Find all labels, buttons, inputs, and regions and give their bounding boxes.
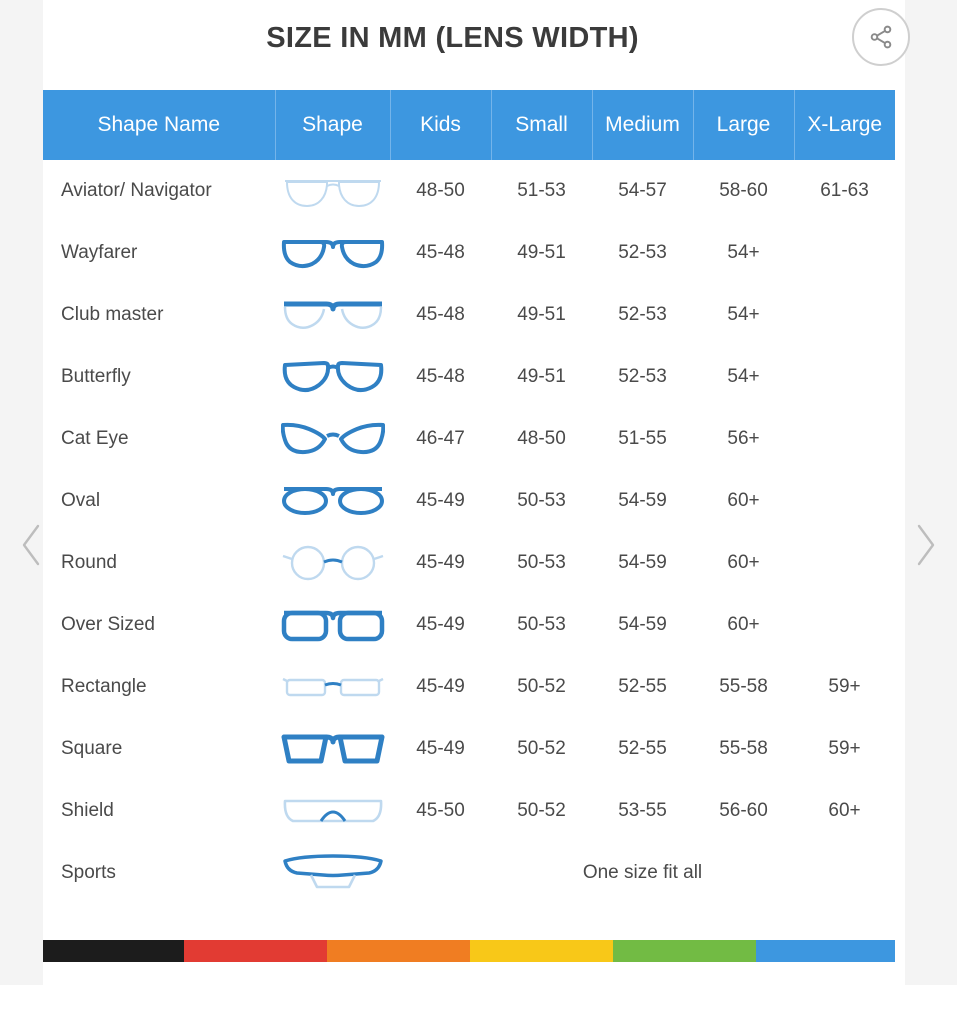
chevron-left-icon: [19, 522, 45, 568]
color-bar: [43, 940, 895, 962]
carousel-next-button[interactable]: [905, 520, 945, 570]
table-body: [43, 160, 895, 904]
row-xlarge: [794, 222, 895, 284]
row-shape-name: Round: [43, 532, 275, 594]
row-xlarge: [794, 532, 895, 594]
column-header-small: Small: [491, 90, 592, 160]
row-large: 60+: [693, 470, 794, 532]
row-small: 50-53: [491, 470, 592, 532]
share-button[interactable]: [852, 8, 910, 66]
row-medium: 52-55: [592, 656, 693, 718]
table-row: [43, 532, 895, 594]
row-onesize-note: One size fit all: [390, 842, 895, 904]
clubmaster-glasses-icon: [275, 284, 390, 346]
table-header-row: [43, 90, 895, 160]
oval-glasses-icon: [275, 470, 390, 532]
color-bar-segment-1: [43, 940, 184, 962]
row-kids: 46-47: [390, 408, 491, 470]
row-small: 48-50: [491, 408, 592, 470]
row-large: 55-58: [693, 718, 794, 780]
row-xlarge: [794, 408, 895, 470]
table-row: [43, 408, 895, 470]
row-kids: 45-48: [390, 346, 491, 408]
row-shape-name: Shield: [43, 780, 275, 842]
table-row: [43, 160, 895, 222]
row-shape-name: Wayfarer: [43, 222, 275, 284]
row-xlarge: 61-63: [794, 160, 895, 222]
share-icon: [868, 24, 894, 50]
table-row: [43, 346, 895, 408]
row-large: 56-60: [693, 780, 794, 842]
color-bar-segment-4: [470, 940, 613, 962]
table-row: [43, 594, 895, 656]
row-shape-name: Club master: [43, 284, 275, 346]
table-row: [43, 222, 895, 284]
row-large: 58-60: [693, 160, 794, 222]
row-kids: 45-48: [390, 284, 491, 346]
row-shape-name: Cat Eye: [43, 408, 275, 470]
row-xlarge: 59+: [794, 656, 895, 718]
sports-glasses-icon: [275, 842, 390, 904]
aviator-glasses-icon: [275, 160, 390, 222]
row-medium: 52-53: [592, 346, 693, 408]
row-medium: 53-55: [592, 780, 693, 842]
chevron-right-icon: [912, 522, 938, 568]
row-large: 54+: [693, 346, 794, 408]
row-small: 50-52: [491, 718, 592, 780]
row-medium: 54-59: [592, 594, 693, 656]
page-left-edge: [0, 0, 43, 1024]
row-large: 56+: [693, 408, 794, 470]
page-right-edge: [905, 0, 957, 1024]
row-kids: 45-48: [390, 222, 491, 284]
row-medium: 52-55: [592, 718, 693, 780]
column-header-xlarge: X-Large: [794, 90, 895, 160]
row-shape-name: Over Sized: [43, 594, 275, 656]
row-small: 49-51: [491, 284, 592, 346]
column-header-shape: Shape: [275, 90, 390, 160]
row-kids: 48-50: [390, 160, 491, 222]
table-row: [43, 718, 895, 780]
rectangle-glasses-icon: [275, 656, 390, 718]
color-bar-segment-2: [184, 940, 327, 962]
row-shape-name: Butterfly: [43, 346, 275, 408]
row-xlarge: [794, 284, 895, 346]
row-small: 50-53: [491, 594, 592, 656]
row-kids: 45-49: [390, 532, 491, 594]
column-header-kids: Kids: [390, 90, 491, 160]
page-title: SIZE IN MM (LENS WIDTH): [266, 22, 639, 54]
row-small: 51-53: [491, 160, 592, 222]
table-header: [43, 90, 895, 160]
row-kids: 45-49: [390, 594, 491, 656]
row-shape-name: Sports: [43, 842, 275, 904]
row-medium: 52-53: [592, 222, 693, 284]
row-shape-name: Square: [43, 718, 275, 780]
row-kids: 45-49: [390, 656, 491, 718]
table-row: [43, 842, 895, 904]
row-small: 50-53: [491, 532, 592, 594]
oversized-glasses-icon: [275, 594, 390, 656]
table-row: [43, 470, 895, 532]
butterfly-glasses-icon: [275, 346, 390, 408]
row-large: 55-58: [693, 656, 794, 718]
row-small: 49-51: [491, 222, 592, 284]
row-large: 60+: [693, 532, 794, 594]
row-xlarge: 59+: [794, 718, 895, 780]
row-xlarge: [794, 470, 895, 532]
row-medium: 51-55: [592, 408, 693, 470]
size-chart-table-wrapper: [43, 90, 895, 904]
row-small: 50-52: [491, 780, 592, 842]
size-chart-table: [43, 90, 895, 904]
row-xlarge: [794, 594, 895, 656]
row-small: 49-51: [491, 346, 592, 408]
row-kids: 45-50: [390, 780, 491, 842]
row-xlarge: 60+: [794, 780, 895, 842]
row-shape-name: Aviator/ Navigator: [43, 160, 275, 222]
row-medium: 54-59: [592, 532, 693, 594]
row-shape-name: Oval: [43, 470, 275, 532]
column-header-medium: Medium: [592, 90, 693, 160]
page-footer: [0, 985, 957, 1024]
square-glasses-icon: [275, 718, 390, 780]
color-bar-segment-5: [613, 940, 756, 962]
row-shape-name: Rectangle: [43, 656, 275, 718]
column-header-shape-name: Shape Name: [43, 90, 275, 160]
shield-glasses-icon: [275, 780, 390, 842]
table-row: [43, 284, 895, 346]
color-bar-segment-3: [327, 940, 470, 962]
row-large: 54+: [693, 222, 794, 284]
wayfarer-glasses-icon: [275, 222, 390, 284]
table-row: [43, 656, 895, 718]
row-medium: 54-57: [592, 160, 693, 222]
table-row: [43, 780, 895, 842]
row-medium: 54-59: [592, 470, 693, 532]
row-kids: 45-49: [390, 470, 491, 532]
row-medium: 52-53: [592, 284, 693, 346]
row-kids: 45-49: [390, 718, 491, 780]
row-xlarge: [794, 346, 895, 408]
round-glasses-icon: [275, 532, 390, 594]
column-header-large: Large: [693, 90, 794, 160]
cateye-glasses-icon: [275, 408, 390, 470]
row-large: 60+: [693, 594, 794, 656]
color-bar-segment-6: [756, 940, 895, 962]
row-large: 54+: [693, 284, 794, 346]
row-small: 50-52: [491, 656, 592, 718]
